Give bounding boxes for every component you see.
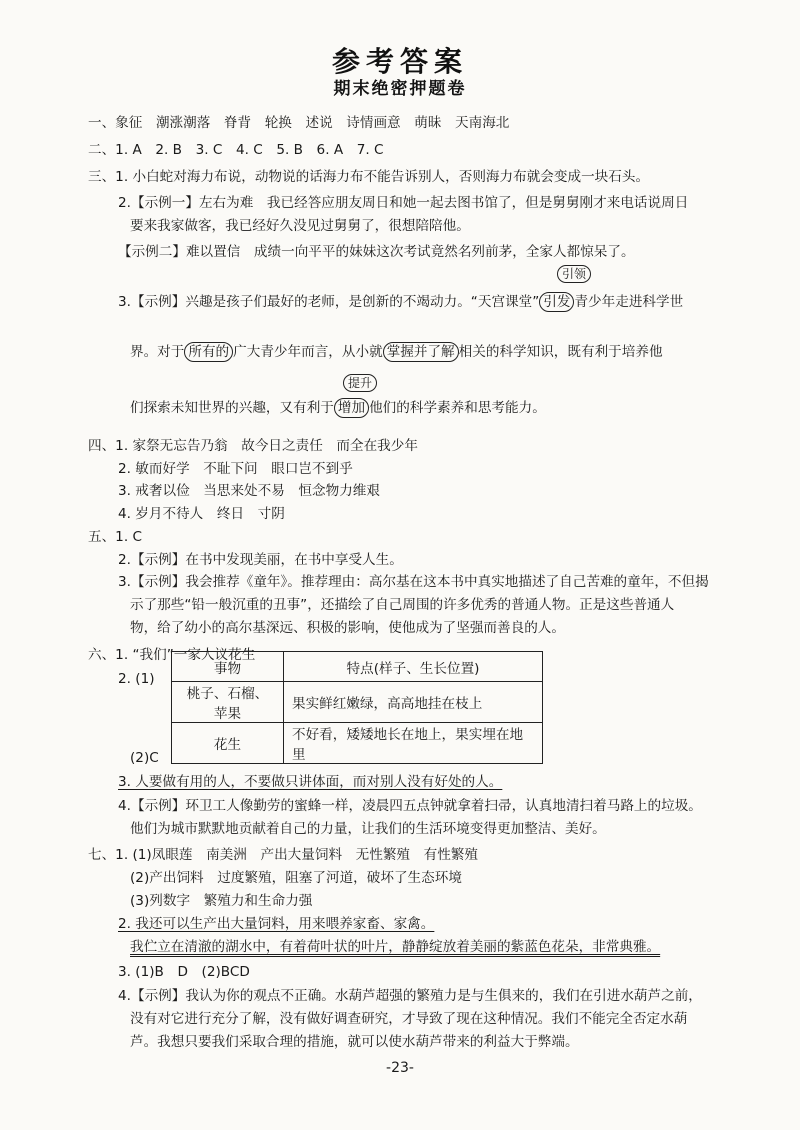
page-title: 参考答案 (331, 45, 468, 78)
answer-4-1: 四、1. 家祭无忘告乃翁 故今日之责任 而全在我少年 (88, 438, 418, 454)
table-header: 特点(样子、生长位置) (284, 652, 543, 682)
answer-7-4-line3: 芦。我想只要我们采取合理的措施，就可以使水葫芦带来的利益大于弊端。 (130, 1034, 579, 1050)
answer-3-1: 三、1. 小白蛇对海力布说，动物说的话海力布不能告诉别人，否则海力布就会变成一块石头。 (88, 169, 650, 185)
features-table (171, 651, 543, 764)
circled-word: 增加 (334, 398, 369, 418)
answer-4-4: 4. 岁月不待人 终日 寸阴 (118, 506, 285, 522)
answer-4-3: 3. 戒奢以俭 当思来处不易 恒念物力维艰 (118, 483, 380, 499)
answer-7-1-part3: (3)列数字 繁殖力和生命力强 (130, 893, 313, 909)
answer-7-2-line2: 我伫立在清澈的湖水中，有着荷叶状的叶片，静静绽放着美丽的紫蓝色花朵，非常典雅。 (130, 939, 661, 955)
answer-7-2-line2-wrap (130, 937, 660, 957)
page-subtitle: 期末绝密押题卷 (333, 79, 467, 99)
answer-5-1: 五、1. C (88, 529, 142, 545)
answer-3-2-line2: 要来我家做客，我已经好久没见过舅舅了，很想陪陪他。 (130, 218, 470, 234)
answer-5-2: 2.【示例】在书中发现美丽，在书中享受人生。 (118, 552, 403, 568)
answer-section-1: 一、象征 潮涨潮落 脊背 轮换 述说 诗情画意 萌昧 天南海北 (88, 115, 510, 131)
handwritten-correction: 引领 (557, 265, 591, 283)
answer-7-1-part2: (2)产出饲料 过度繁殖，阻塞了河道，破坏了生态环境 (130, 870, 462, 886)
answer-5-3-line1: 3.【示例】我会推荐《童年》。推荐理由：高尔基在这本书中真实地描述了自己苦难的童年，不但揭 (118, 574, 709, 590)
answer-6-2-label: 2. (1) (118, 671, 155, 687)
answer-6-4-line2: 他们为城市默默地贡献着自己的力量，让我们的生活环境变得更加整洁、美好。 (130, 821, 606, 837)
answer-5-3-line3: 物，给了幼小的高尔基深远、积极的影响，使他成为了坚强而善良的人。 (130, 620, 565, 636)
answer-6-1: 六、1. “我们”一家人议花生 (88, 647, 256, 663)
table-header: 事物 (172, 652, 284, 682)
text-run: 们探索未知世界的兴趣，又有利于 (130, 400, 334, 416)
answer-6-2-part2: (2)C (130, 750, 159, 766)
answer-3-2-example2: 【示例二】难以置信 成绩一向平平的妹妹这次考试竟然名列前茅，全家人都惊呆了。 (118, 244, 635, 260)
answer-6-3: 3. 人要做有用的人，不要做只讲体面，而对别人没有好处的人。 (118, 774, 503, 790)
answer-6-4-line1: 4.【示例】环卫工人像勤劳的蜜蜂一样，凌晨四五点钟就拿着扫帚，认真地清扫着马路上的垃圾。 (118, 798, 702, 814)
text-run: 青少年走进科学世 (574, 294, 684, 310)
text-run: 广大青少年而言，从小就 (233, 344, 383, 360)
answer-4-2: 2. 敏而好学 不耻下问 眼口岂不到乎 (118, 461, 353, 477)
text-run: 3.【示例】兴趣是孩子们最好的老师，是创新的不竭动力。“天宫课堂” (118, 294, 540, 310)
table-header-row (172, 652, 543, 682)
text-run: 界。对于 (130, 344, 185, 360)
answer-3-2-line1: 2.【示例一】左右为难 我已经答应朋友周日和她一起去图书馆了，但是舅舅刚才来电话说周日 (118, 195, 689, 211)
answer-7-3: 3. (1)B D (2)BCD (118, 964, 250, 980)
answer-3-3-line1 (118, 292, 683, 312)
answer-7-2-line1: 2. 我还可以生产出大量饲料，用来喂养家畜、家禽。 (118, 916, 435, 932)
text-run: 相关的科学知识，既有利于培养他 (458, 344, 663, 360)
answer-7-4-line1: 4.【示例】我认为你的观点不正确。水葫芦超强的繁殖力是与生俱来的，我们在引进水葫芦之前， (118, 988, 702, 1004)
handwritten-correction: 提升 (343, 374, 377, 392)
answer-6-3-wrap (118, 772, 502, 792)
answer-section-2: 二、1. A 2. B 3. C 4. C 5. B 6. A 7. C (88, 142, 384, 158)
answer-5-3-line2: 示了那些“铅一般沉重的丑事”，还描绘了自己周围的许多优秀的普通人物。正是这些普通人 (130, 597, 675, 613)
table-cell: 桃子、石榴、苹果 (172, 682, 284, 723)
circled-word: 掌握并了解 (383, 342, 459, 362)
table-cell: 果实鲜红嫩绿，高高地挂在枝上 (284, 682, 543, 723)
answer-7-1-part1: 七、1. (1)凤眼莲 南美洲 产出大量饲料 无性繁殖 有性繁殖 (88, 847, 478, 863)
answer-7-2-line1-wrap (118, 914, 434, 934)
table-row (172, 723, 543, 764)
answer-3-3-line2 (130, 342, 663, 362)
page-number: -23- (386, 1060, 414, 1076)
text-run: 他们的科学素养和思考能力。 (369, 400, 546, 416)
table-cell: 不好看，矮矮地长在地上，果实埋在地里 (284, 723, 543, 764)
table-row (172, 682, 543, 723)
answer-7-4-line2: 没有对它进行充分了解，没有做好调查研究，才导致了现在这种情况。我们不能完全否定水葫 (130, 1011, 688, 1027)
answer-3-3-line3 (130, 398, 546, 418)
circled-word: 引发 (539, 292, 574, 312)
table-cell: 花生 (172, 723, 284, 764)
circled-word: 所有的 (184, 342, 233, 362)
